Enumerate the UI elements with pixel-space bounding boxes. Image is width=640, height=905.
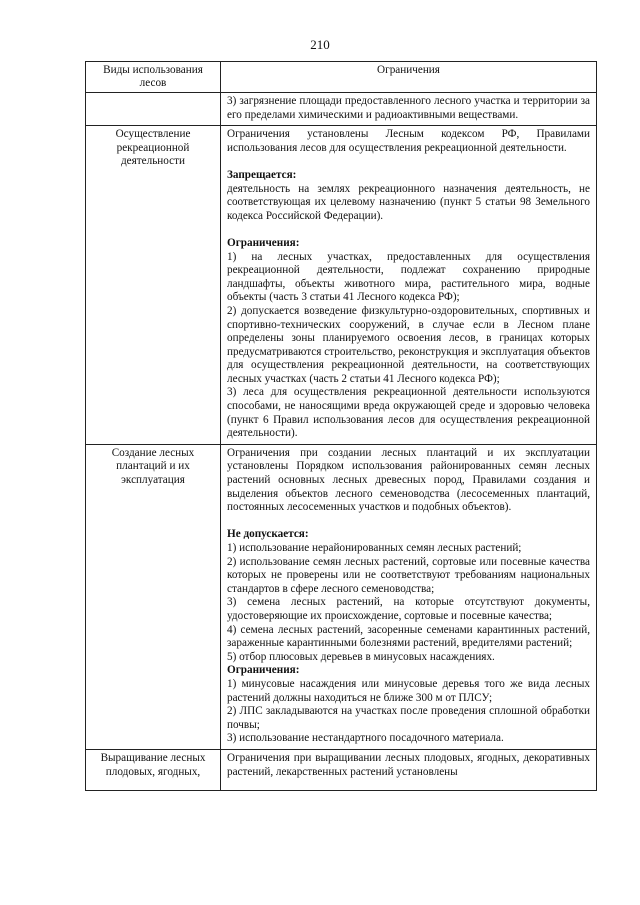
- list-item: 3) леса для осуществления рекреационной деятельности используются способами, не наносящими вреда окружающей среде и здоровью человека (пункт 6 Правил использования лесов для осуществления рекреационной деятельности).: [227, 386, 590, 440]
- paragraph: деятельность на землях рекреационного назначения деятельность, не соответствующая их целевому назначению (пункт 5 статьи 98 Земельного кодекса Российской Федерации).: [227, 182, 590, 222]
- list-item: 1) минусовые насаждения или минусовые деревья того же вида лесных растений должны находиться не ближе 300 м от ПЛСУ;: [227, 677, 590, 704]
- list-item: 1) на лесных участках, предоставленных для осуществления рекреационной деятельности, подлежат сохранению природные ландшафты, объекты животного мира, растительного мира, водные объекты (часть 3 статьи 41 Лесного кодекса РФ);: [227, 250, 590, 304]
- list-item: 3) использование нестандартного посадочного материала.: [227, 732, 504, 745]
- row-restrictions: [221, 93, 597, 126]
- row-kind: Осуществление рекреационной деятельности: [86, 126, 221, 445]
- section-heading: Запрещается:: [227, 168, 297, 181]
- list-item: 5) отбор плюсовых деревьев в минусовых насаждениях.: [227, 650, 495, 663]
- row-restrictions: [221, 126, 597, 445]
- paragraph: Ограничения установлены Лесным кодексом РФ, Правилами использования лесов для осуществления рекреационной деятельности.: [227, 128, 590, 154]
- page-number: 210: [310, 37, 330, 52]
- section-heading: Ограничения:: [227, 664, 300, 677]
- header-restrictions: Ограничения: [221, 62, 597, 93]
- paragraph: Ограничения при выращивании лесных плодовых, ягодных, декоративных растений, лекарственных растений установлены: [227, 751, 590, 778]
- section-heading: Не допускается:: [227, 528, 309, 541]
- restrictions-table: [85, 61, 597, 791]
- row-kind: [86, 93, 221, 126]
- table-header-row: [86, 62, 597, 93]
- row-restrictions: [221, 749, 597, 790]
- table-row: [86, 444, 597, 749]
- list-item: 2) использование семян лесных растений, сортовые или посевные качества которых не проверены или не соответствуют требованиям национальных стандартов в сфере лесного семеноводства;: [227, 555, 590, 595]
- row-kind: Выращивание лесных плодовых, ягодных,: [86, 749, 221, 790]
- header-forest-use-types: Виды использования лесов: [86, 62, 221, 93]
- list-item: 2) ЛПС закладываются на участках после проведения сплошной обработки почвы;: [227, 705, 590, 731]
- list-item: 1) использование нерайонированных семян лесных растений;: [227, 542, 522, 554]
- table-row: [86, 749, 597, 790]
- list-item: 2) допускается возведение физкультурно-оздоровительных, спортивных и спортивно-технических сооружений, в случае если в Лесном плане определены зоны планируемого освоения лесов, в границах которых предусматриваются строительство, реконструкция и эксплуатация объектов для осуществления рекреационной деятельности, на соответствующих лесных участках (часть 2 статьи 41 Лесного кодекса РФ);: [227, 304, 590, 385]
- list-item: 3) семена лесных растений, на которые отсутствуют документы, удостоверяющие их происхождение, сортовые и посевные качества;: [227, 596, 590, 622]
- row-kind: Создание лесных плантаций и их эксплуатация: [86, 444, 221, 749]
- table-row: [86, 93, 597, 126]
- table-row: [86, 126, 597, 445]
- list-item: 4) семена лесных растений, засоренные семенами карантинных растений, зараженные карантинными болезнями растений, вредителями растений;: [227, 623, 590, 650]
- section-heading: Ограничения:: [227, 236, 300, 249]
- paragraph: Ограничения при создании лесных плантаций и их эксплуатации установлены Порядком использования районированных семян лесных растений основных лесных древесных пород, Правилами создания и выделения объектов лесного семеноводства (лесосеменных плантаций, постоянных лесосеменных участков и подобных объектов).: [227, 446, 590, 514]
- row-restrictions: [221, 444, 597, 749]
- paragraph: 3) загрязнение площади предоставленного лесного участка и территории за его пределами химическими и радиоактивными веществами.: [227, 95, 590, 121]
